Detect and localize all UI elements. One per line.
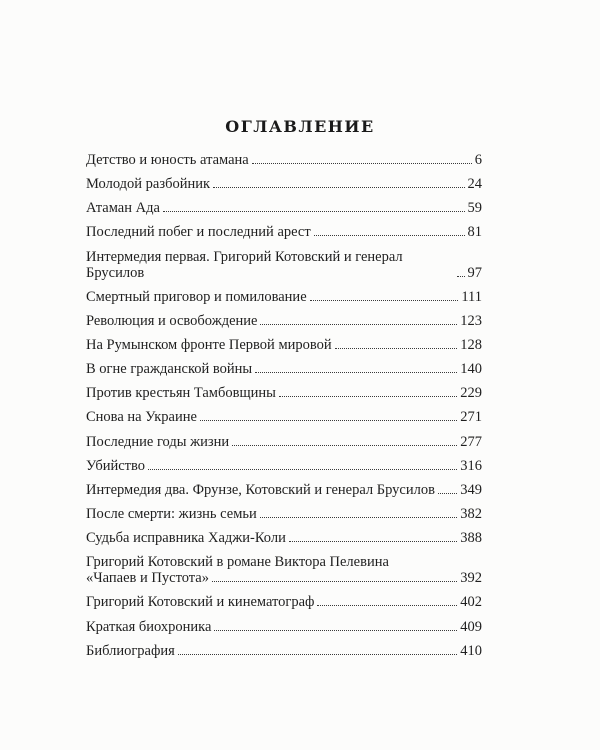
toc-entry-title: После смерти: жизнь семьи xyxy=(86,505,257,522)
dot-leader xyxy=(252,163,472,164)
toc-entry-title: Григорий Котовский и кинематограф xyxy=(86,594,315,611)
dot-leader xyxy=(317,605,457,606)
toc-entry-page: 277 xyxy=(460,433,482,450)
toc-entry-page: 402 xyxy=(460,594,482,611)
toc-entry xyxy=(86,434,482,450)
toc-entry-title: Смертный приговор и помилование xyxy=(86,288,307,305)
toc-entry-title: Атаман Ада xyxy=(86,200,160,217)
toc-entry xyxy=(86,249,482,281)
toc-entry-title: Против крестьян Тамбовщины xyxy=(86,385,276,402)
dot-leader xyxy=(255,372,457,373)
toc-entry-page: 6 xyxy=(474,152,482,168)
toc-entry xyxy=(86,643,482,659)
toc-entry-title: Библиография xyxy=(86,642,175,659)
toc-entry-page: 24 xyxy=(467,176,482,193)
toc-entry-page: 409 xyxy=(460,618,482,635)
dot-leader xyxy=(178,654,457,655)
toc-entry-title-line2: «Чапаев и Пустота» xyxy=(86,570,209,587)
toc-entry-title: Убийство xyxy=(86,457,146,474)
toc-entry xyxy=(86,385,482,401)
toc-entry-page: 349 xyxy=(460,481,482,498)
toc-entry xyxy=(86,554,482,586)
dot-leader xyxy=(163,211,465,212)
toc-entry-page: 123 xyxy=(460,312,482,329)
toc-entry xyxy=(86,224,482,240)
toc-entry xyxy=(86,200,482,216)
toc-entry-title-line1: Григорий Котовский в романе Виктора Пелевина xyxy=(86,554,389,571)
toc-entry xyxy=(86,289,482,305)
toc-entry xyxy=(86,313,482,329)
toc-entry-title: Снова на Украине xyxy=(86,409,197,426)
dot-leader xyxy=(438,493,457,494)
toc-entry xyxy=(86,506,482,522)
toc-entry xyxy=(86,361,482,377)
toc-entry xyxy=(86,594,482,610)
dot-leader xyxy=(457,276,465,277)
toc-entry-page: 128 xyxy=(460,336,482,353)
toc-entry xyxy=(86,152,482,168)
toc-entry-page: 140 xyxy=(460,361,482,378)
toc-entry-page: 388 xyxy=(460,530,482,547)
toc-entry xyxy=(86,409,482,425)
toc-entry xyxy=(86,458,482,474)
toc-entry-title: Интермедия первая. Григорий Котовский и генерал Брусилов xyxy=(86,248,403,281)
dot-leader xyxy=(148,469,457,470)
toc-entry-title: Судьба исправника Хаджи-Коли xyxy=(86,530,286,547)
toc-entry-page: 81 xyxy=(467,224,482,241)
dot-leader xyxy=(260,324,457,325)
toc-entry-page: 111 xyxy=(461,288,482,305)
toc-entry-page: 316 xyxy=(460,457,482,474)
table-of-contents xyxy=(86,152,482,667)
toc-entry-page: 229 xyxy=(460,385,482,402)
toc-entry xyxy=(86,482,482,498)
dot-leader xyxy=(310,300,459,301)
toc-entry xyxy=(86,530,482,546)
page-title: ОГЛАВЛЕНИЕ xyxy=(225,117,375,136)
toc-entry-title: В огне гражданской войны xyxy=(86,361,253,378)
dot-leader xyxy=(213,187,464,188)
toc-entry-title: Последние годы жизни xyxy=(86,433,230,450)
toc-entry-page: 392 xyxy=(460,570,482,587)
toc-entry-page: 97 xyxy=(467,264,482,281)
toc-entry-page: 382 xyxy=(460,505,482,522)
dot-leader xyxy=(212,581,457,582)
toc-entry xyxy=(86,337,482,353)
toc-entry-page: 59 xyxy=(467,200,482,217)
dot-leader xyxy=(260,517,457,518)
dot-leader xyxy=(314,235,465,236)
toc-entry-title: Детство и юность атамана xyxy=(86,152,249,168)
dot-leader xyxy=(289,541,457,542)
toc-entry xyxy=(86,619,482,635)
toc-entry-title: На Румынском фронте Первой мировой xyxy=(86,336,332,353)
toc-entry xyxy=(86,176,482,192)
dot-leader xyxy=(214,630,457,631)
toc-entry-title: Краткая биохроника xyxy=(86,618,212,635)
toc-entry-title: Молодой разбойник xyxy=(86,176,211,193)
toc-entry-title: Последний побег и последний арест xyxy=(86,224,311,241)
toc-entry-page: 410 xyxy=(460,642,482,659)
toc-entry-title: Революция и освобождение xyxy=(86,312,258,329)
toc-entry-line2 xyxy=(86,570,482,586)
toc-entry-title: Интермедия два. Фрунзе, Котовский и генерал Брусилов xyxy=(86,481,435,498)
dot-leader xyxy=(335,348,458,349)
dot-leader xyxy=(279,396,457,397)
dot-leader xyxy=(232,445,457,446)
dot-leader xyxy=(200,420,457,421)
toc-entry-page: 271 xyxy=(460,409,482,426)
